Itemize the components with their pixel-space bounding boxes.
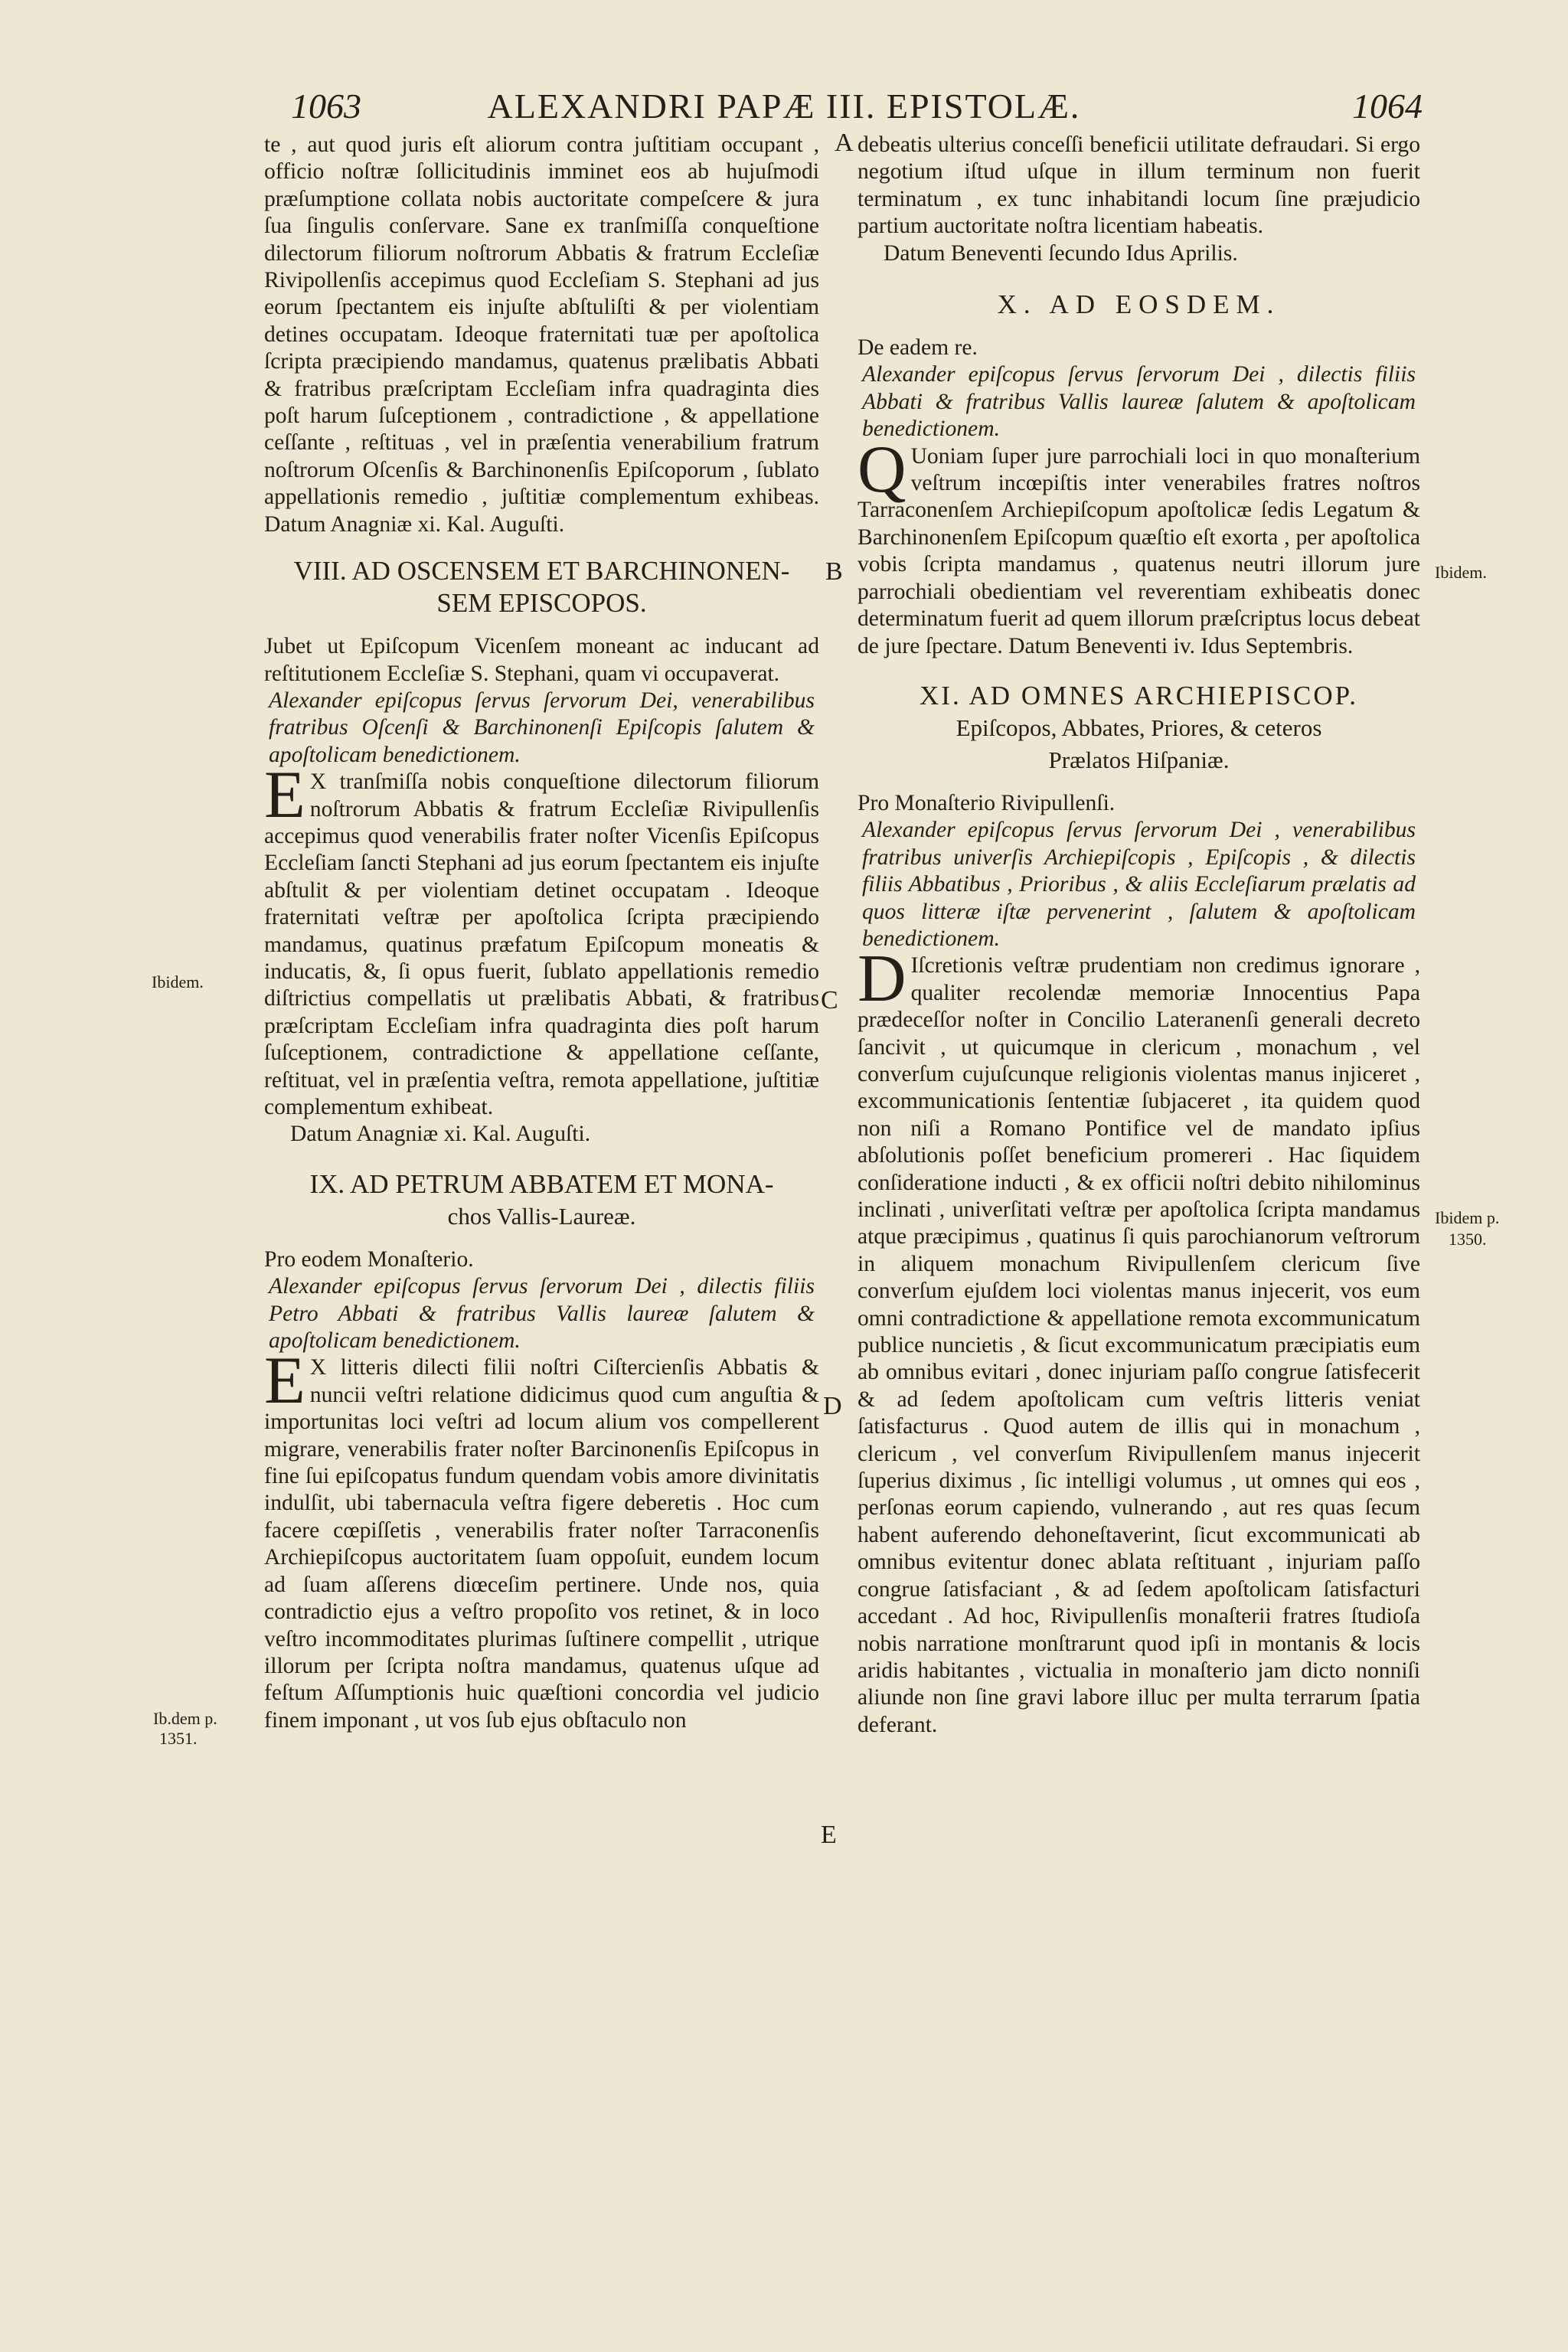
letter-text: Iſcretionis veſtræ prudentiam non credimus ignorare , qualiter recolendæ memoriæ Innocentius Papa prædeceſſor noſter in Concilio Lateranenſi generali decreto ſancivit , ut quicumque in clericum , monachum , vel converſum cujuſcunque religionis violentas manus injiceret , excommunicationis ſententiæ ſubjaceret , ita quidem quod non niſi a Romano Pontifice vel de mandato ipſius abſolutionis poſſet beneficium promereri . Hac ſiquidem conſideratione inducti , & ex officii noſtri debito nihilominus inclinati , univerſitati veſtræ per apoſtolica ſcripta mandamus atque præcipimus , quatinus ſi quis parochianorum veſtrorum in aliquem monachum Rivipullenſem clericum ſive converſum ejuſdem loci violentas manus injecerit, vos eum omni contradictione & appellatione remota excommunicatum publice nuncietis , & ſicut excommunicatum præcipiatis eum ab omnibus evitari , donec injuriam paſſo congrue ſatisfecerit & ad ſedem apoſtolicam cum veſtris litteris veniat ſatisfacturus . Quod autem de illis qui in monachum , clericum , vel converſum Rivipullenſem manus injecerit ſuperius diximus , ſic intelligi volumus , ut omnes qui eos , perſonas eorum capiendo, vulnerando , aut res quas ſecum habent auferendo dehoneſtaverint, ſicut excommunicati ab omnibus evitentur donec ablata reſtituant , injuriam paſſo congrue ſatisfaciant , & ad ſedem apoſtolicam ſatisfacturi accedant . Ad hoc, Rivipullenſis monaſterii fratres ſtudioſa nobis narratione monſtrarunt quod ipſi in montanis & locis aridis habitantes , victualia in monaſterio jam dicto nonniſi aliunde non ſine gravi labore illuc per multa terrarum ſpatia deferant.: [858, 953, 1420, 1737]
letter-heading-x: X. AD EOSDEM.: [997, 289, 1281, 320]
letter-summary: Jubet ut Epiſcopum Vicenſem moneant ac inducant ad reſtitutionem Eccleſiæ S. Stephani, quam vi occupaverat.: [264, 634, 819, 686]
letter-heading-xi: [858, 680, 1420, 776]
margin-note: Ibidem.: [1435, 563, 1487, 582]
letter-heading-line: VIII. AD OSCENSEM ET BARCHINONEN-: [293, 556, 790, 586]
letter-heading-line: Epiſcopos, Abbates, Priores, & ceteros: [956, 714, 1322, 741]
section-marker-e: E: [821, 1821, 837, 1849]
letter-heading-viii: [264, 555, 819, 619]
continuation-paragraph: te , aut quod juris eſt aliorum contra juſtitiam occupant , officio noſtræ ſollicitudinis imminet eos ab hujuſmodi præſumptione collata nobis auctoritate compeſcere & jura ſua ſingulis conſervare. Sane ex tranſmiſſa conqueſtione dilectorum filiorum noſtrorum Abbatis & fratrum Eccleſiæ Rivipollenſis accepimus quod Eccleſiam S. Stephani ad jus eorum ſpectantem eis injuſte abſtuliſti & per violentiam detines occupatam. Ideoque fraternitati tuæ per apoſtolica ſcripta præcipiendo mandamus, quatenus prælibatis Abbati & fratribus præſcriptam Eccleſiam infra quadraginta dies poſt harum ſuſceptionem , contradictione , & appellatione ceſſante , reſtituas , vel in præſentia venerabilium fratrum noſtrorum Oſcenſis & Barchinonenſis Epiſcoporum , ſublato appellationis remedio , juſtitiæ complementum exhibeas. Datum Anagniæ xi. Kal. Auguſti.: [264, 132, 819, 537]
letter-heading-line: IX. AD PETRUM ABBATEM ET MONA-: [309, 1168, 774, 1199]
letter-salutation: Alexander epiſcopus ſervus ſervorum Dei , venerabilibus fratribus univerſis Archiepiſcopis , Epiſcopis , & dilectis filiis Abbatibus , Prioribus , & aliis Eccleſiarum prælatis ad quos litteræ iſtæ pervenerint , ſalutem & apoſtolicam benedictionem.: [862, 818, 1416, 951]
letter-summary: Pro Monaſterio Rivipullenſi.: [858, 790, 1116, 815]
running-header: [0, 86, 1568, 132]
right-column: [858, 132, 1420, 1739]
section-marker-b: B: [825, 557, 843, 586]
letter-body: [264, 1344, 819, 1734]
letter-date: Datum Beneventi ſecundo Idus Aprilis.: [884, 240, 1238, 266]
letter-body: [858, 942, 1420, 1739]
letter-text: X litteris dilecti filii noſtri Ciſtercienſis Abbatis & nuncii veſtri relatione didicimus quod cum anguſtia & importunitas loci veſtri ad locum alium vos compellerent migrare, venerabilis frater noſter Barcinonenſis Epiſcopus in fine ſui epiſcopatus fundum quendam vobis amore divinitatis indulſit, ubi tabernacula veſtra figere deberetis . Hoc cum facere cœpiſſetis , venerabilis frater noſter Tarraconenſis Archiepiſcopus auctoritatem ſuam oppoſuit, eundem locum ad ſuam aſſerens diœceſim pertinere. Unde nos, quia contradictio ejus a veſtro propoſito vos retinet, & in loco veſtro incommoditates plurimas ſuſtinere compellit , utrique illorum per ſcripta noſtra mandamus, quatenus uſque ad feſtum Aſſumptionis huic quæſtioni concordia vel judicio finem imponant , ut vos ſub ejus obſtaculo non: [264, 1355, 819, 1733]
letter-summary: Pro eodem Monaſterio.: [264, 1246, 474, 1272]
letter-date: Datum Anagniæ xi. Kal. Auguſti.: [290, 1122, 591, 1147]
letter-text: Uoniam ſuper jure parrochiali loci in quo monaſterium veſtrum incœpiſtis inter venerabiles fratres noſtros Tarraconenſem Archiepiſcopum apoſtolicæ ſedis Legatum & Barchinonenſem Epiſcopum quæſtio eſt exorta , per apoſtolica vobis ſcripta mandamus , quatenus neutri illorum jure parrochiali obedientiam vel reverentiam exhibeatis donec determinatum fuerit ad quem illorum præſcriptus locus debeat de jure ſpectare. Datum Beneventi iv. Idus Septembris.: [858, 443, 1420, 658]
letter-text: X tranſmiſſa nobis conqueſtione dilectorum filiorum noſtrorum Abbatis & fratrum Eccleſiæ Rivipullenſis accepimus quod venerabilis frater noſter Vicenſis Epiſcopus Eccleſiam ſancti Stephani ad jus eorum ſpectantem eis injuſte abſtulit & per violentiam detinet occupatam . Ideoque fraternitati veſtræ per apoſtolica ſcripta præcipiendo mandamus, quatinus præfatum Epiſcopum moneatis & inducatis, &, ſi opus fuerit, ſublato appellationis remedio diſtrictius compellatis ut prælibatis Abbati, & fratribus præſcriptam Eccleſiam infra quadraginta dies poſt harum ſuſceptionem, contradictione & appellatione ceſſante, reſtituat, vel in præſentia veſtra, remota appellatione, juſtitiæ complementum exhibeat.: [264, 769, 819, 1119]
letter-heading-line: chos Vallis-Laureæ.: [447, 1202, 636, 1230]
page-number-left: 1063: [291, 87, 361, 126]
drop-cap-initial: E: [264, 1344, 305, 1419]
left-column: [264, 132, 819, 1734]
margin-note: Ibidem.: [152, 972, 204, 991]
letter-body: [858, 432, 1420, 660]
drop-cap-initial: D: [858, 942, 906, 1017]
margin-note: 1350.: [1449, 1230, 1487, 1249]
margin-note: Ib.dem p.: [153, 1709, 217, 1728]
margin-note: 1351.: [159, 1729, 198, 1748]
letter-summary: De eadem re.: [858, 335, 978, 361]
letter-heading-line: SEM EPISCOPOS.: [436, 588, 647, 619]
section-marker-d: D: [823, 1392, 842, 1420]
letter-salutation: Alexander epiſcopus ſervus ſervorum Dei , dilectis filiis Abbati & fratribus Vallis laureæ ſalutem & apoſtolicam benedictionem.: [862, 362, 1416, 442]
section-marker-c: C: [821, 986, 838, 1014]
margin-note: Ibidem p.: [1435, 1208, 1500, 1227]
letter-heading-ix: [264, 1168, 819, 1233]
page-number-right: 1064: [1352, 87, 1423, 126]
drop-cap-initial: Q: [858, 432, 906, 507]
letter-body: [264, 758, 819, 1121]
section-marker-a: A: [835, 129, 854, 157]
continuation-paragraph: debeatis ulterius conceſſi beneficii utilitate defraudari. Si ergo negotium iſtud uſque in illum terminum non fuerit terminatum , ex tunc inhabitandi locum ſine præjudicio partium auctoritate noſtra licentiam habeatis.: [858, 132, 1420, 239]
letter-heading-line: Prælatos Hiſpaniæ.: [1048, 746, 1230, 773]
letter-heading-line: XI. AD OMNES ARCHIEPISCOP.: [920, 680, 1358, 710]
running-title: ALEXANDRI PAPÆ III. EPISTOLÆ.: [487, 87, 1081, 126]
drop-cap-initial: E: [264, 758, 305, 833]
letter-salutation: Alexander epiſcopus ſervus ſervorum Dei, venerabilibus fratribus Oſcenſi & Barchinonenſi Epiſcopis ſalutem & apoſtolicam benedictionem.: [269, 688, 815, 767]
letter-salutation: Alexander epiſcopus ſervus ſervorum Dei , dilectis filiis Petro Abbati & fratribus Vallis laureæ ſalutem & apoſtolicam benedictionem.: [269, 1274, 815, 1354]
